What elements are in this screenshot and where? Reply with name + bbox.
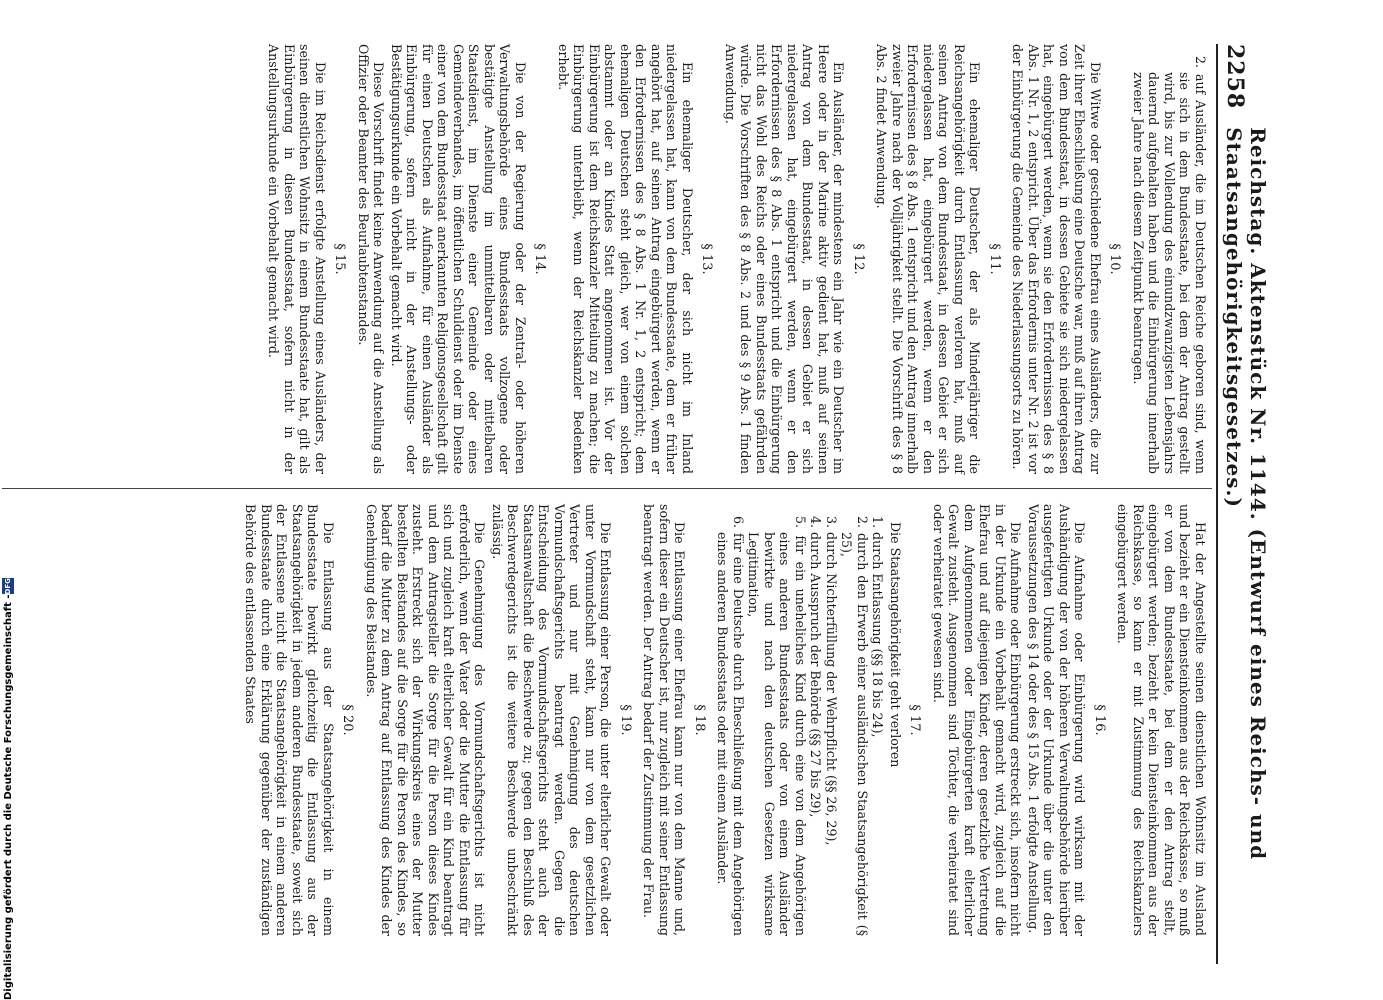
section-heading: § 20. bbox=[340, 704, 356, 736]
paragraph: Die Entlassung aus der Staatsangehörigkeit in einem Bundesstaate bewirkt gleichzeitig die Entlassung aus der Staatsangehörigkeit in jedem anderen Bundesstaate, soweit sich der Entlassene nicht die Staatsangehörigkeit in einem anderen Bundesstaate durch eine Erklärung gegenüber der zuständigen Behörde des entlassenden Staates bbox=[243, 504, 336, 936]
paragraph: Ein ehemaliger Deutscher, der als Minderjähriger die Reichsangehörigkeit durch Entlassung verloren hat, muß auf seinen Antrag von dem Bundesstaat, in dessen Gebiet er sich niedergelassen hat, eingebürgert werden, wenn er den Erfordernissen des § 8 Abs. 1 entspricht und den Antrag innerhalb zweier Jahre nach der Volljährigkeit stellt. Die Vorschrift des § 8 Abs. 2 findet Anwendung. bbox=[874, 44, 983, 474]
list-item: 5. für ein uneheliches Kind durch eine von dem Angehörigen eines anderen Bundesstaats oder von einem Ausländer bewirkte und nach den deutschen Gesetzen wirksame Legitimation, bbox=[746, 516, 808, 936]
page-header bbox=[1216, 44, 1270, 964]
list-item: 4. durch Ausspruch der Behörde (§§ 27 bis 29), bbox=[808, 516, 824, 818]
paragraph: Die von der Regierung oder der Zentral- oder höheren Verwaltungsbehörde eines Bundesstaats vollzogene oder bestätigte Anstellung im unmittelbaren oder mittelbaren Staatsdienst, im Dienste einer Gemeinde oder eines Gemeindeverbandes, im öffentlichen Schuldienst oder im Dienste einer von dem Bundesstaat anerkannten Religionsgesellschaft gilt für einen Deutschen als Aufnahme, für einen Ausländer als Einbürgerung, sofern nicht in der Anstellungs- oder Bestätigungsurkunde ein Vorbehalt gemacht wird. bbox=[389, 44, 528, 474]
section-heading: § 18. bbox=[692, 704, 707, 736]
section-heading: § 14. bbox=[532, 243, 548, 275]
footer-text: Digitalisierung gefördert durch die Deutsche Forschungsgemeinschaft - bbox=[2, 594, 14, 1000]
list-item: 6. für eine Deutsche durch Eheschließung mit dem Angehörigen eines anderen Bundesstaats oder mit einem Ausländer. bbox=[715, 516, 746, 936]
section-heading: § 13. bbox=[699, 243, 715, 275]
section-heading: § 11. bbox=[987, 243, 1002, 275]
section-heading: § 12. bbox=[851, 243, 866, 275]
list-item: 2. durch den Erwerb einer ausländischen Staatsangehörigkeit (§ 25), bbox=[839, 516, 870, 936]
s17-list bbox=[715, 504, 886, 936]
section-heading: § 10. bbox=[1107, 243, 1123, 275]
paragraph: Hat der Angestellte seinen dienstlichen Wohnsitz im Ausland und bezieht er ein Diensteinkommen aus der Reichskasse, so muß er von dem Bundesstaate, bei dem er den Antrag stellt, eingebürgert werden; bezieht er kein Diensteinkommen aus der Reichskasse, so kann er mit Zustimmung des Reichskanzlers eingebürgert werden. bbox=[1115, 504, 1208, 936]
section-heading: § 19. bbox=[618, 704, 633, 736]
paragraph: Ein Ausländer, der mindestens ein Jahr wie ein Deutscher im Heere oder in der Marine aktiv gedient hat, muß auf seinen Antrag von dem Bundesstaat, in dessen Gebiet er sich niedergelassen hat, eingebürgert werden, wenn er den Erfordernissen des § 8 Abs. 1 entspricht und die Einbürgerung nicht das Wohl des Reichs oder eines Bundesstaats gefährden würde. Die Vorschriften des § 8 Abs. 2 und des § 9 Abs. 1 finden Anwendung. bbox=[723, 44, 847, 474]
paragraph: Die Staatsangehörigkeit geht verloren bbox=[888, 522, 903, 768]
page-title: Reichstag. Aktenstück Nr. 1144. (Entwurf eines Reichs- und Staatsangehörigkeitsgesetzes.) bbox=[1222, 127, 1270, 861]
section-heading: § 15. bbox=[332, 243, 348, 275]
section-heading: § 17. bbox=[907, 704, 923, 736]
list-item: 3. durch Nichterfüllung der Wehrpflicht (§§ 26, 29), bbox=[824, 516, 839, 846]
paragraph: Die Entlassung einer Ehefrau kann nur von dem Manne und, sofern dieser ein Deutscher ist, nur zugleich mit seiner Entlassung beantragt werden. Der Antrag bedarf der Zustimmung der Frau. bbox=[641, 504, 688, 936]
left-column bbox=[2, 44, 1208, 474]
page-number: 2258 bbox=[1222, 44, 1248, 110]
paragraph: Die Entlassung einer Person, die unter elterlicher Gewalt oder unter Vormundschaft steht, kann nur von dem gesetzlichen Vertreter und nur mit Genehmigung des deutschen Vormundschaftsgerichts beantragt werden. Gegen die Entscheidung des Vormundschaftsgerichts steht auch der Staatsanwaltschaft die Beschwerde zu; gegen den Beschluß des Beschwerdegerichts ist die weitere Beschwerde unbeschränkt zulässig. bbox=[490, 504, 614, 936]
digitization-footer bbox=[2, 380, 14, 1000]
paragraph: Die Aufnahme oder Einbürgerung wird wirksam mit der Aushändigung der von der höheren Verwaltungsbehörde hierüber ausgefertigten Urkunde oder der Urkunde über die unter den Voraussetzungen des § 14 oder des § 15 Abs. 1 erfolgte Anstellung. bbox=[1026, 504, 1088, 936]
paragraph: Die Aufnahme oder Einbürgerung erstreckt sich, insofern nicht in der Urkunde ein Vorbehalt gemacht wird, zugleich auf die Ehefrau und auf diejenigen Kinder, deren gesetzliche Vertretung dem Aufgenommenen oder Eingebürgerten kraft elterlicher Gewalt zusteht. Ausgenommen sind Töchter, die verheiratet sind oder verheiratet gewesen sind. bbox=[931, 504, 1024, 936]
dfg-logo-icon: DFG bbox=[4, 578, 12, 595]
paragraph: Die Genehmigung des Vormundschaftsgerichts ist nicht erforderlich, wenn der Vater oder die Mutter die Entlassung für sich und zugleich kraft elterlicher Gewalt für ein Kind beantragt und dem Antragsteller die Sorge für die Person dieses Kindes zusteht. Erstreckt sich der Wirkungskreis eines der Mutter bestellten Beistandes auf die Sorge für die Person des Kindes, so bedarf die Mutter zu dem Antrag auf Entlassung des Kindes der Genehmigung des Beistandes. bbox=[364, 504, 488, 936]
paragraph: Diese Vorschrift findet keine Anwendung auf die Anstellung als Offizier oder Beamter des Beurlaubtenstandes. bbox=[356, 44, 387, 474]
paragraph: Ein ehemaliger Deutscher, der sich nicht im Inland niedergelassen hat, kann von dem Bundesstaate, dem er früher angehört hat, auf seinen Antrag eingebürgert werden, wenn er den Erfordernissen des § 8 Abs. 1 Nr. 1, 2 entspricht; dem ehemaligen Deutschen steht gleich, wer von einem solchen abstammt oder an Kindes Statt angenommen ist. Vor der Einbürgerung ist dem Reichskanzler Mitteilung zu machen; die Einbürgerung unterbleibt, wenn der Reichskanzler Bedenken erhebt. bbox=[556, 44, 695, 474]
section-heading: § 16. bbox=[1092, 704, 1107, 736]
paragraph: Die Witwe oder geschiedene Ehefrau eines Ausländers, die zur Zeit ihrer Eheschließung eine Deutsche war, muß auf ihren Antrag von dem Bundesstaat, in dessen Gebiete sie sich niedergelassen hat, eingebürgert werden, wenn sie den Erfordernissen des § 8 Abs. 1 Nr. 1, 2 entspricht. Über das Erfordernis unter Nr. 2 ist vor der Einbürgerung die Gemeinde des Niederlassungsorts zu hören. bbox=[1010, 44, 1103, 474]
list-item: 1. durch Entlassung (§§ 18 bis 24), bbox=[870, 516, 886, 738]
column-divider bbox=[2, 488, 1212, 489]
right-column bbox=[2, 504, 1208, 936]
rotated-page bbox=[2, 44, 1270, 964]
intro-item: 2. auf Ausländer, die im Deutschen Reiche geboren sind, wenn sie sich in dem Bundesstaate, bei dem der Antrag gestellt wird, bis zur Vollendung des einundzwanzigsten Lebensjahrs dauernd aufgehalten haben und die Einbürgerung innerhalb zweier Jahre nach diesem Zeitpunkt beantragen. bbox=[1131, 56, 1208, 474]
paragraph: Die im Reichsdienst erfolgte Anstellung eines Ausländers, der seinen dienstlichen Wohnsitz in einem Bundesstaate hat, gilt als Einbürgerung in diesen Bundesstaat, sofern nicht in der Anstellungsurkunde ein Vorbehalt gemacht wird. bbox=[266, 44, 328, 474]
